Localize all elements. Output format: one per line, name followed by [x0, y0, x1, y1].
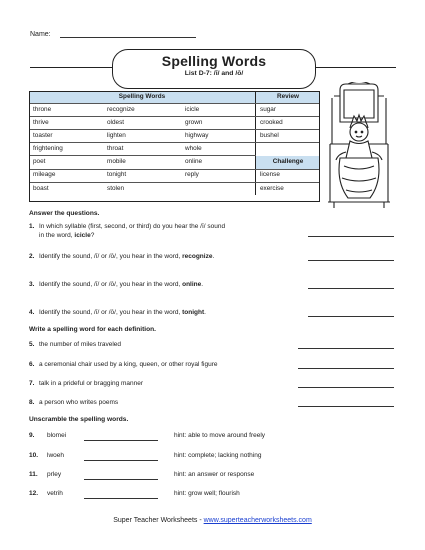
review-cell: bushel — [256, 130, 321, 143]
unscramble-11 — [29, 471, 61, 478]
word-cell: toaster — [29, 130, 103, 143]
question-number: 9. — [29, 432, 35, 439]
target-word: tonight — [182, 309, 205, 316]
scrambled-word: vetrih — [47, 490, 63, 497]
definition-text: talk in a prideful or bragging manner — [39, 380, 144, 387]
answer-line-5[interactable] — [298, 348, 394, 349]
answer-line-9[interactable] — [84, 440, 158, 441]
answer-line-4[interactable] — [308, 316, 394, 317]
word-cell: thrive — [29, 117, 103, 130]
question-number: 8. — [29, 399, 35, 406]
question-punct: . — [212, 253, 215, 260]
question-number: 7. — [29, 380, 35, 387]
hint-text: hint: able to move around freely — [174, 432, 266, 439]
answer-line-7[interactable] — [298, 387, 394, 388]
question-3 — [29, 280, 203, 289]
definition-text: a ceremonial chair used by a king, queen, or other royal figure — [39, 361, 218, 368]
word-cell: frightening — [29, 143, 103, 156]
footer-text: Super Teacher Worksheets - — [113, 517, 204, 524]
word-cell: reply — [181, 169, 256, 182]
definition-6 — [29, 360, 218, 369]
question-2 — [29, 252, 214, 261]
question-number: 12. — [29, 490, 39, 497]
word-cell: whole — [181, 143, 256, 156]
question-number: 6. — [29, 361, 35, 368]
review-header: Review — [256, 91, 321, 104]
definition-5 — [29, 340, 121, 349]
word-cell: poet — [29, 156, 103, 169]
word-cell: highway — [181, 130, 256, 143]
question-text: Identify the sound, /ī/ or /ō/, you hear in the word, — [39, 309, 183, 316]
question-1 — [29, 222, 289, 240]
word-cell: online — [181, 156, 256, 169]
review-cell: sugar — [256, 104, 321, 117]
answer-line-12[interactable] — [84, 498, 158, 499]
question-4 — [29, 308, 206, 317]
question-number: 2. — [29, 253, 35, 260]
unscramble-12 — [29, 490, 63, 497]
question-text: In which syllable (first, second, or third) do you hear the /ī/ sound — [39, 223, 226, 230]
section-heading-definitions: Write a spelling word for each definition. — [29, 326, 157, 333]
question-punct: . — [201, 281, 204, 288]
question-number: 3. — [29, 281, 35, 288]
target-word: icicle — [74, 232, 91, 239]
question-number: 4. — [29, 309, 35, 316]
answer-line-10[interactable] — [84, 460, 158, 461]
answer-line-8[interactable] — [298, 406, 394, 407]
hint-text: hint: complete; lacking nothing — [174, 452, 262, 459]
question-text: Identify the sound, /ī/ or /ō/, you hear in the word, — [39, 281, 183, 288]
list-subtitle: List D-7: /ī/ and /ō/ — [184, 70, 244, 77]
answer-line-3[interactable] — [308, 288, 394, 289]
answer-line-1[interactable] — [308, 236, 394, 237]
definition-text: a person who writes poems — [39, 399, 119, 406]
title-banner — [112, 49, 316, 89]
definition-8 — [29, 398, 118, 407]
challenge-cell: license — [256, 169, 321, 182]
review-cell: crooked — [256, 117, 321, 130]
queen-on-throne-illustration — [326, 82, 392, 210]
answer-line-11[interactable] — [84, 479, 158, 480]
table-border — [29, 91, 320, 202]
footer-link[interactable]: www.superteacherworksheets.com — [203, 517, 312, 524]
question-number: 1. — [29, 223, 35, 230]
section-heading-unscramble: Unscramble the spelling words. — [29, 416, 129, 423]
target-word: online — [182, 281, 202, 288]
word-cell: stolen — [107, 184, 125, 192]
question-punct: . — [204, 309, 206, 316]
word-cell: icicle — [181, 104, 256, 117]
word-cell: throne — [29, 104, 103, 117]
unscramble-9 — [29, 432, 66, 439]
answer-line-2[interactable] — [308, 260, 394, 261]
footer — [0, 517, 425, 524]
question-text: Identify the sound, /ī/ or /ō/, you hear in the word, — [39, 253, 183, 260]
word-cell: tonight — [103, 169, 181, 182]
scrambled-word: lwoeh — [47, 452, 64, 459]
hint-text: hint: grow well; flourish — [174, 490, 240, 497]
name-label: Name: — [30, 31, 51, 38]
hint-text: hint: an answer or response — [174, 471, 255, 478]
spelling-words-header: Spelling Words — [29, 91, 256, 104]
page-title: Spelling Words — [161, 53, 267, 69]
question-number: 5. — [29, 341, 35, 348]
scrambled-word: blomei — [47, 432, 67, 439]
answer-line-6[interactable] — [298, 368, 394, 369]
word-cell: grown — [181, 117, 256, 130]
word-cell: mileage — [29, 169, 103, 182]
name-field[interactable] — [60, 37, 196, 38]
scrambled-word: prley — [47, 471, 62, 478]
unscramble-10 — [29, 452, 64, 459]
section-heading-questions: Answer the questions. — [29, 210, 100, 217]
word-cell: boast — [33, 184, 49, 192]
question-punct: ? — [90, 232, 95, 239]
word-cell: oldest — [103, 117, 181, 130]
question-text: in the word, — [39, 232, 75, 239]
word-cell: recognize — [103, 104, 181, 117]
word-cell: lighten — [103, 130, 181, 143]
question-number: 11. — [29, 471, 38, 478]
definition-7 — [29, 379, 143, 388]
question-number: 10. — [29, 452, 39, 459]
definition-text: the number of miles traveled — [39, 341, 122, 348]
word-cell: throat — [103, 143, 181, 156]
target-word: recognize — [182, 253, 213, 260]
word-cell: mobile — [103, 156, 181, 169]
challenge-header: Challenge — [256, 156, 321, 169]
challenge-cell: exercise — [256, 182, 321, 195]
